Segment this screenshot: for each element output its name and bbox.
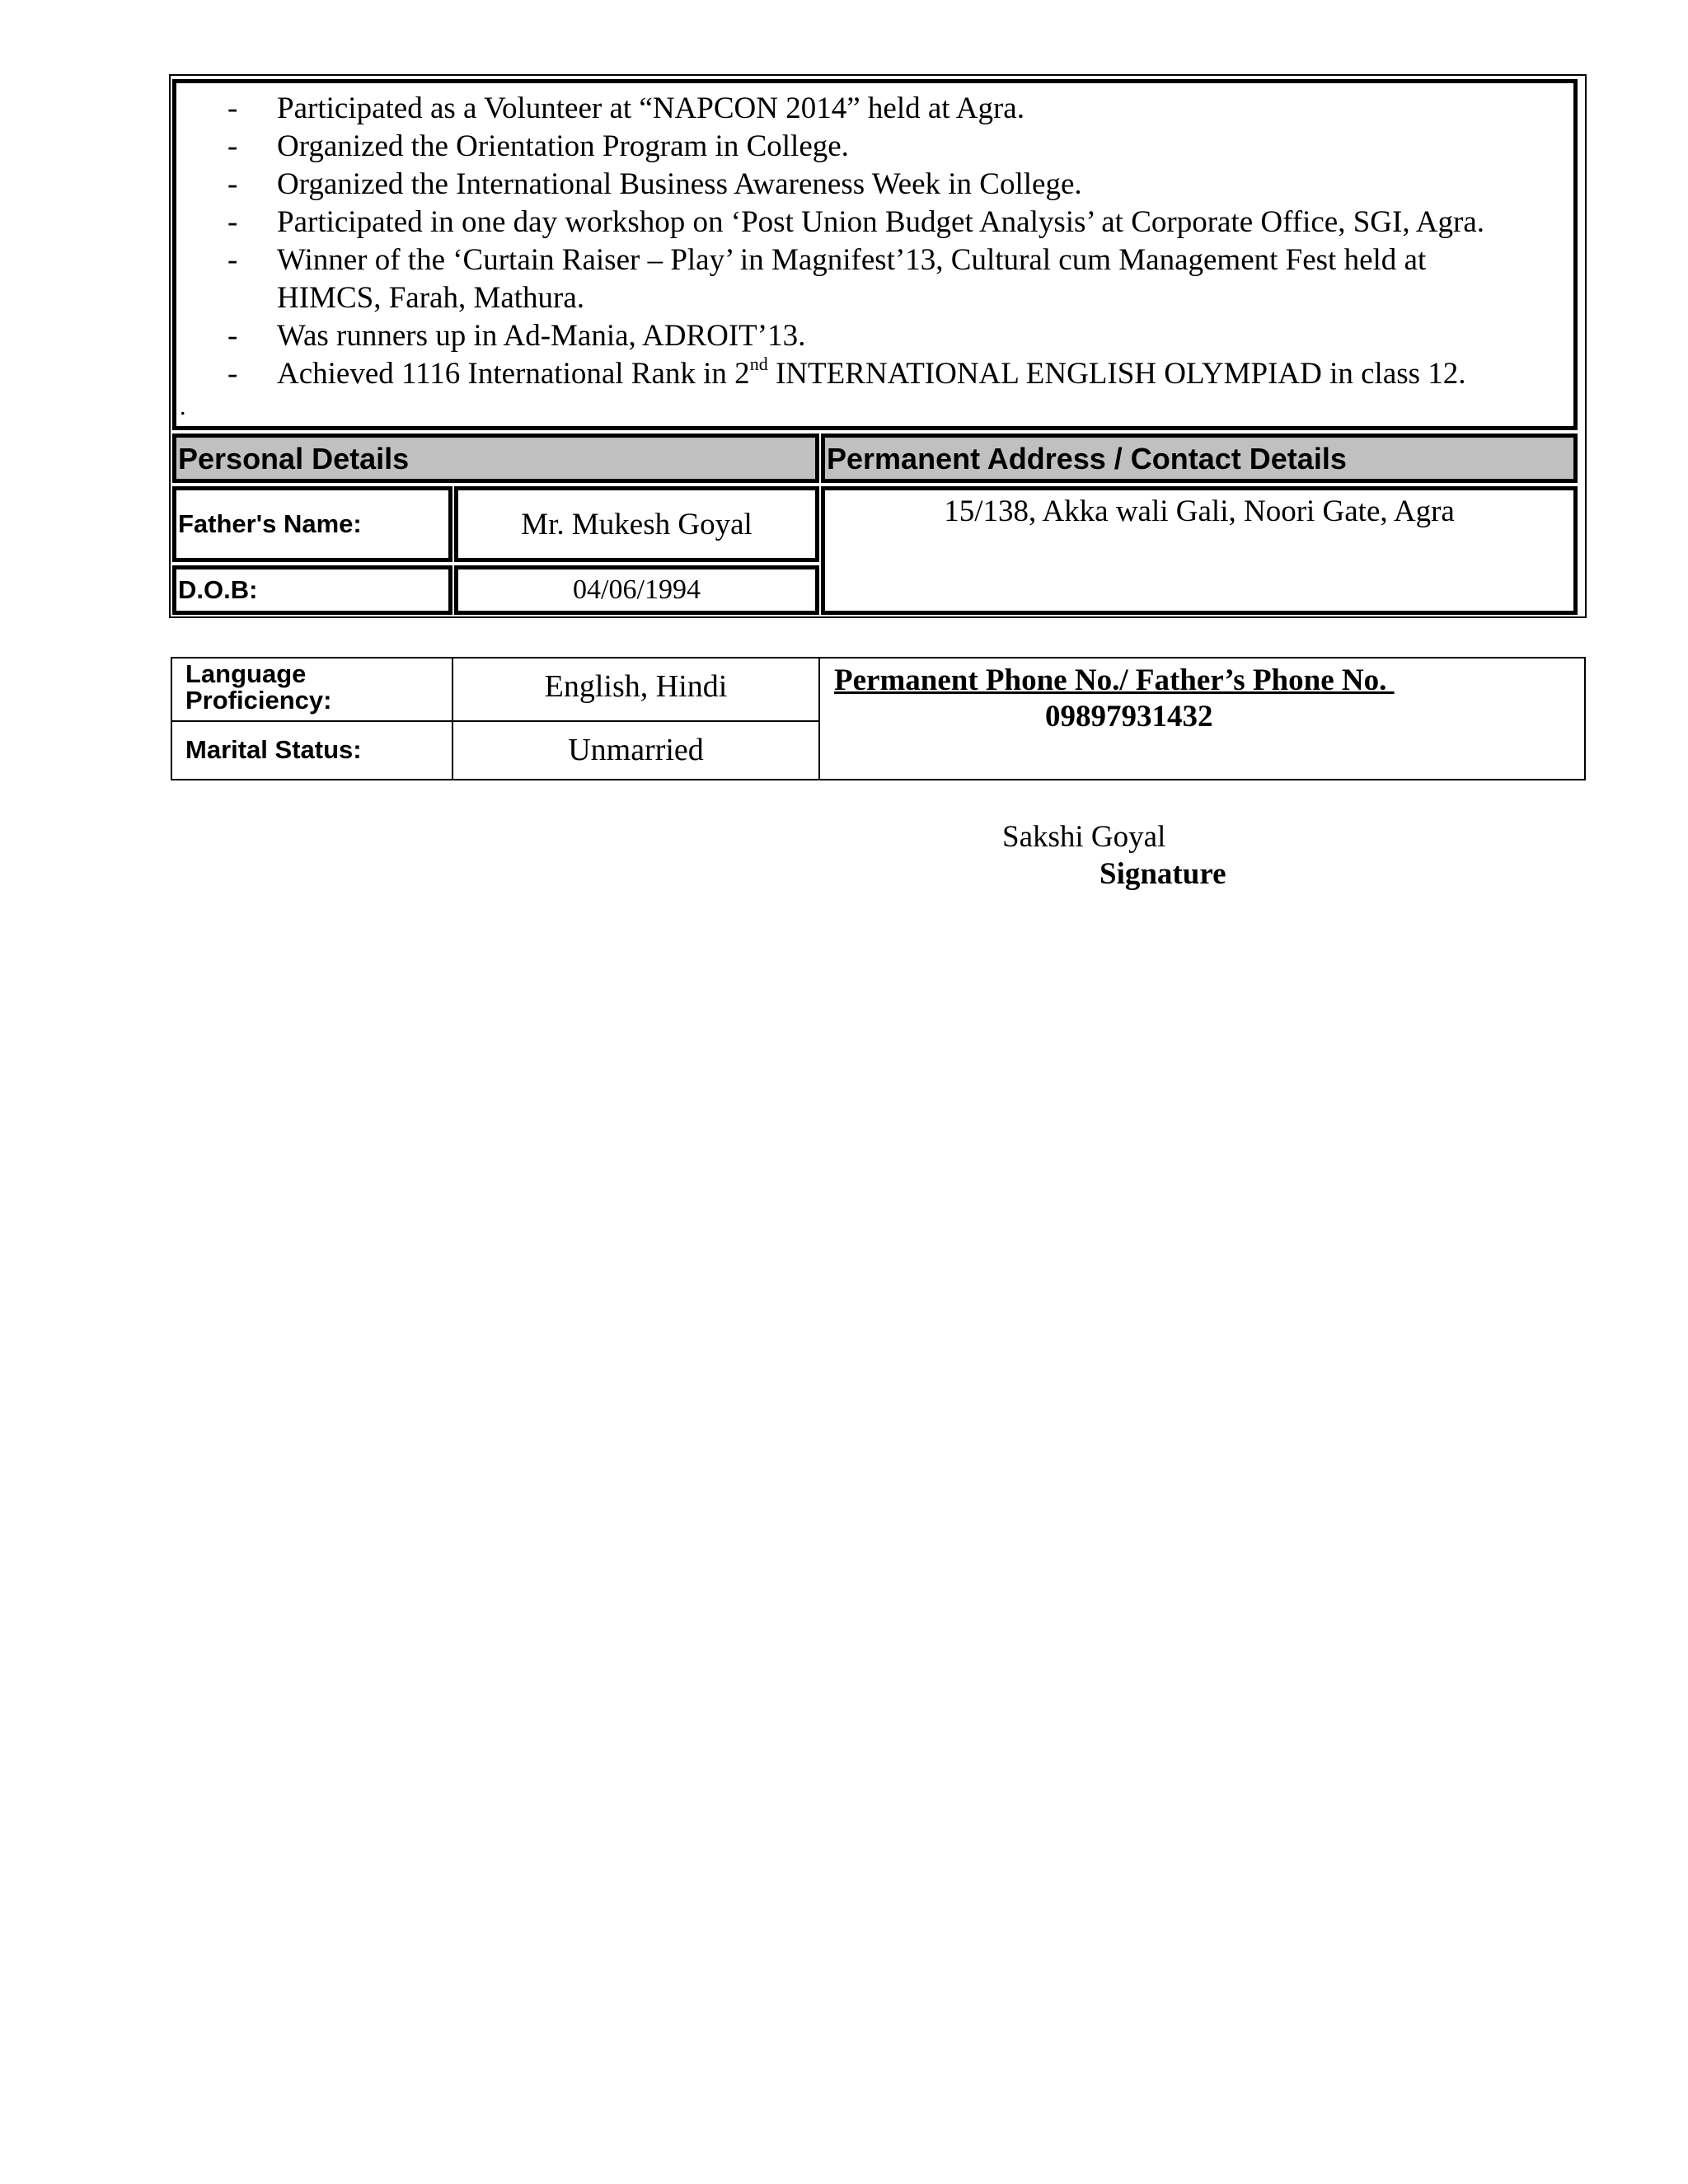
address-cell	[821, 486, 1578, 615]
achievement-item: - Organized the International Business Awareness Week in College.	[176, 166, 1573, 204]
address-header: Permanent Address / Contact Details	[821, 434, 1578, 483]
achievement-item-continuation: HIMCS, Farah, Mathura.	[277, 281, 585, 315]
table-divider	[818, 657, 820, 780]
bullet-dash: -	[227, 243, 238, 277]
bullet-dash: -	[227, 129, 238, 163]
signature-name: Sakshi Goyal	[1002, 820, 1166, 854]
table-divider	[171, 720, 819, 722]
bullet-dash: -	[227, 91, 238, 125]
achievement-item: - Participated in one day workshop on ‘Post Union Budget Analysis’ at Corporate Office, SGI, Agra.	[176, 204, 1573, 241]
bullet-dash: -	[227, 319, 238, 353]
dob-label: D.O.B:	[172, 565, 452, 615]
achievement-item: - Organized the Orientation Program in College.	[176, 128, 1573, 166]
signature-label: Signature	[1100, 857, 1226, 891]
trailing-dot: .	[180, 393, 186, 420]
achievements-list	[176, 90, 1573, 393]
language-value: English, Hindi	[544, 669, 728, 704]
language-label: Language Proficiency:	[185, 659, 332, 715]
phone-title: Permanent Phone No./ Father’s Phone No.	[834, 663, 1395, 697]
fathers-name-value: Mr. Mukesh Goyal	[454, 486, 819, 562]
marital-status-value: Unmarried	[568, 733, 704, 767]
bullet-dash: -	[227, 205, 238, 239]
bullet-dash: -	[227, 357, 238, 391]
dob-value: 04/06/1994	[454, 565, 819, 615]
phone-number: 09897931432	[1045, 700, 1213, 733]
marital-status-label: Marital Status:	[185, 735, 362, 764]
personal-details-header: Personal Details	[172, 434, 819, 483]
achievement-item: - Was runners up in Ad-Mania, ADROIT’13.	[176, 317, 1573, 355]
achievement-item: - Winner of the ‘Curtain Raiser – Play’ in Magnifest’13, Cultural cum Management Fest held at	[176, 241, 1573, 279]
achievements-box	[172, 79, 1578, 430]
achievement-item: - Achieved 1116 International Rank in 2nd INTERNATIONAL ENGLISH OLYMPIAD in class 12.	[176, 355, 1573, 393]
fathers-name-label: Father's Name:	[172, 486, 452, 562]
achievement-item: - Participated as a Volunteer at “NAPCON 2014” held at Agra.	[176, 90, 1573, 128]
address-value: 15/138, Akka wali Gali, Noori Gate, Agra	[944, 494, 1455, 528]
bullet-dash: -	[227, 167, 238, 201]
